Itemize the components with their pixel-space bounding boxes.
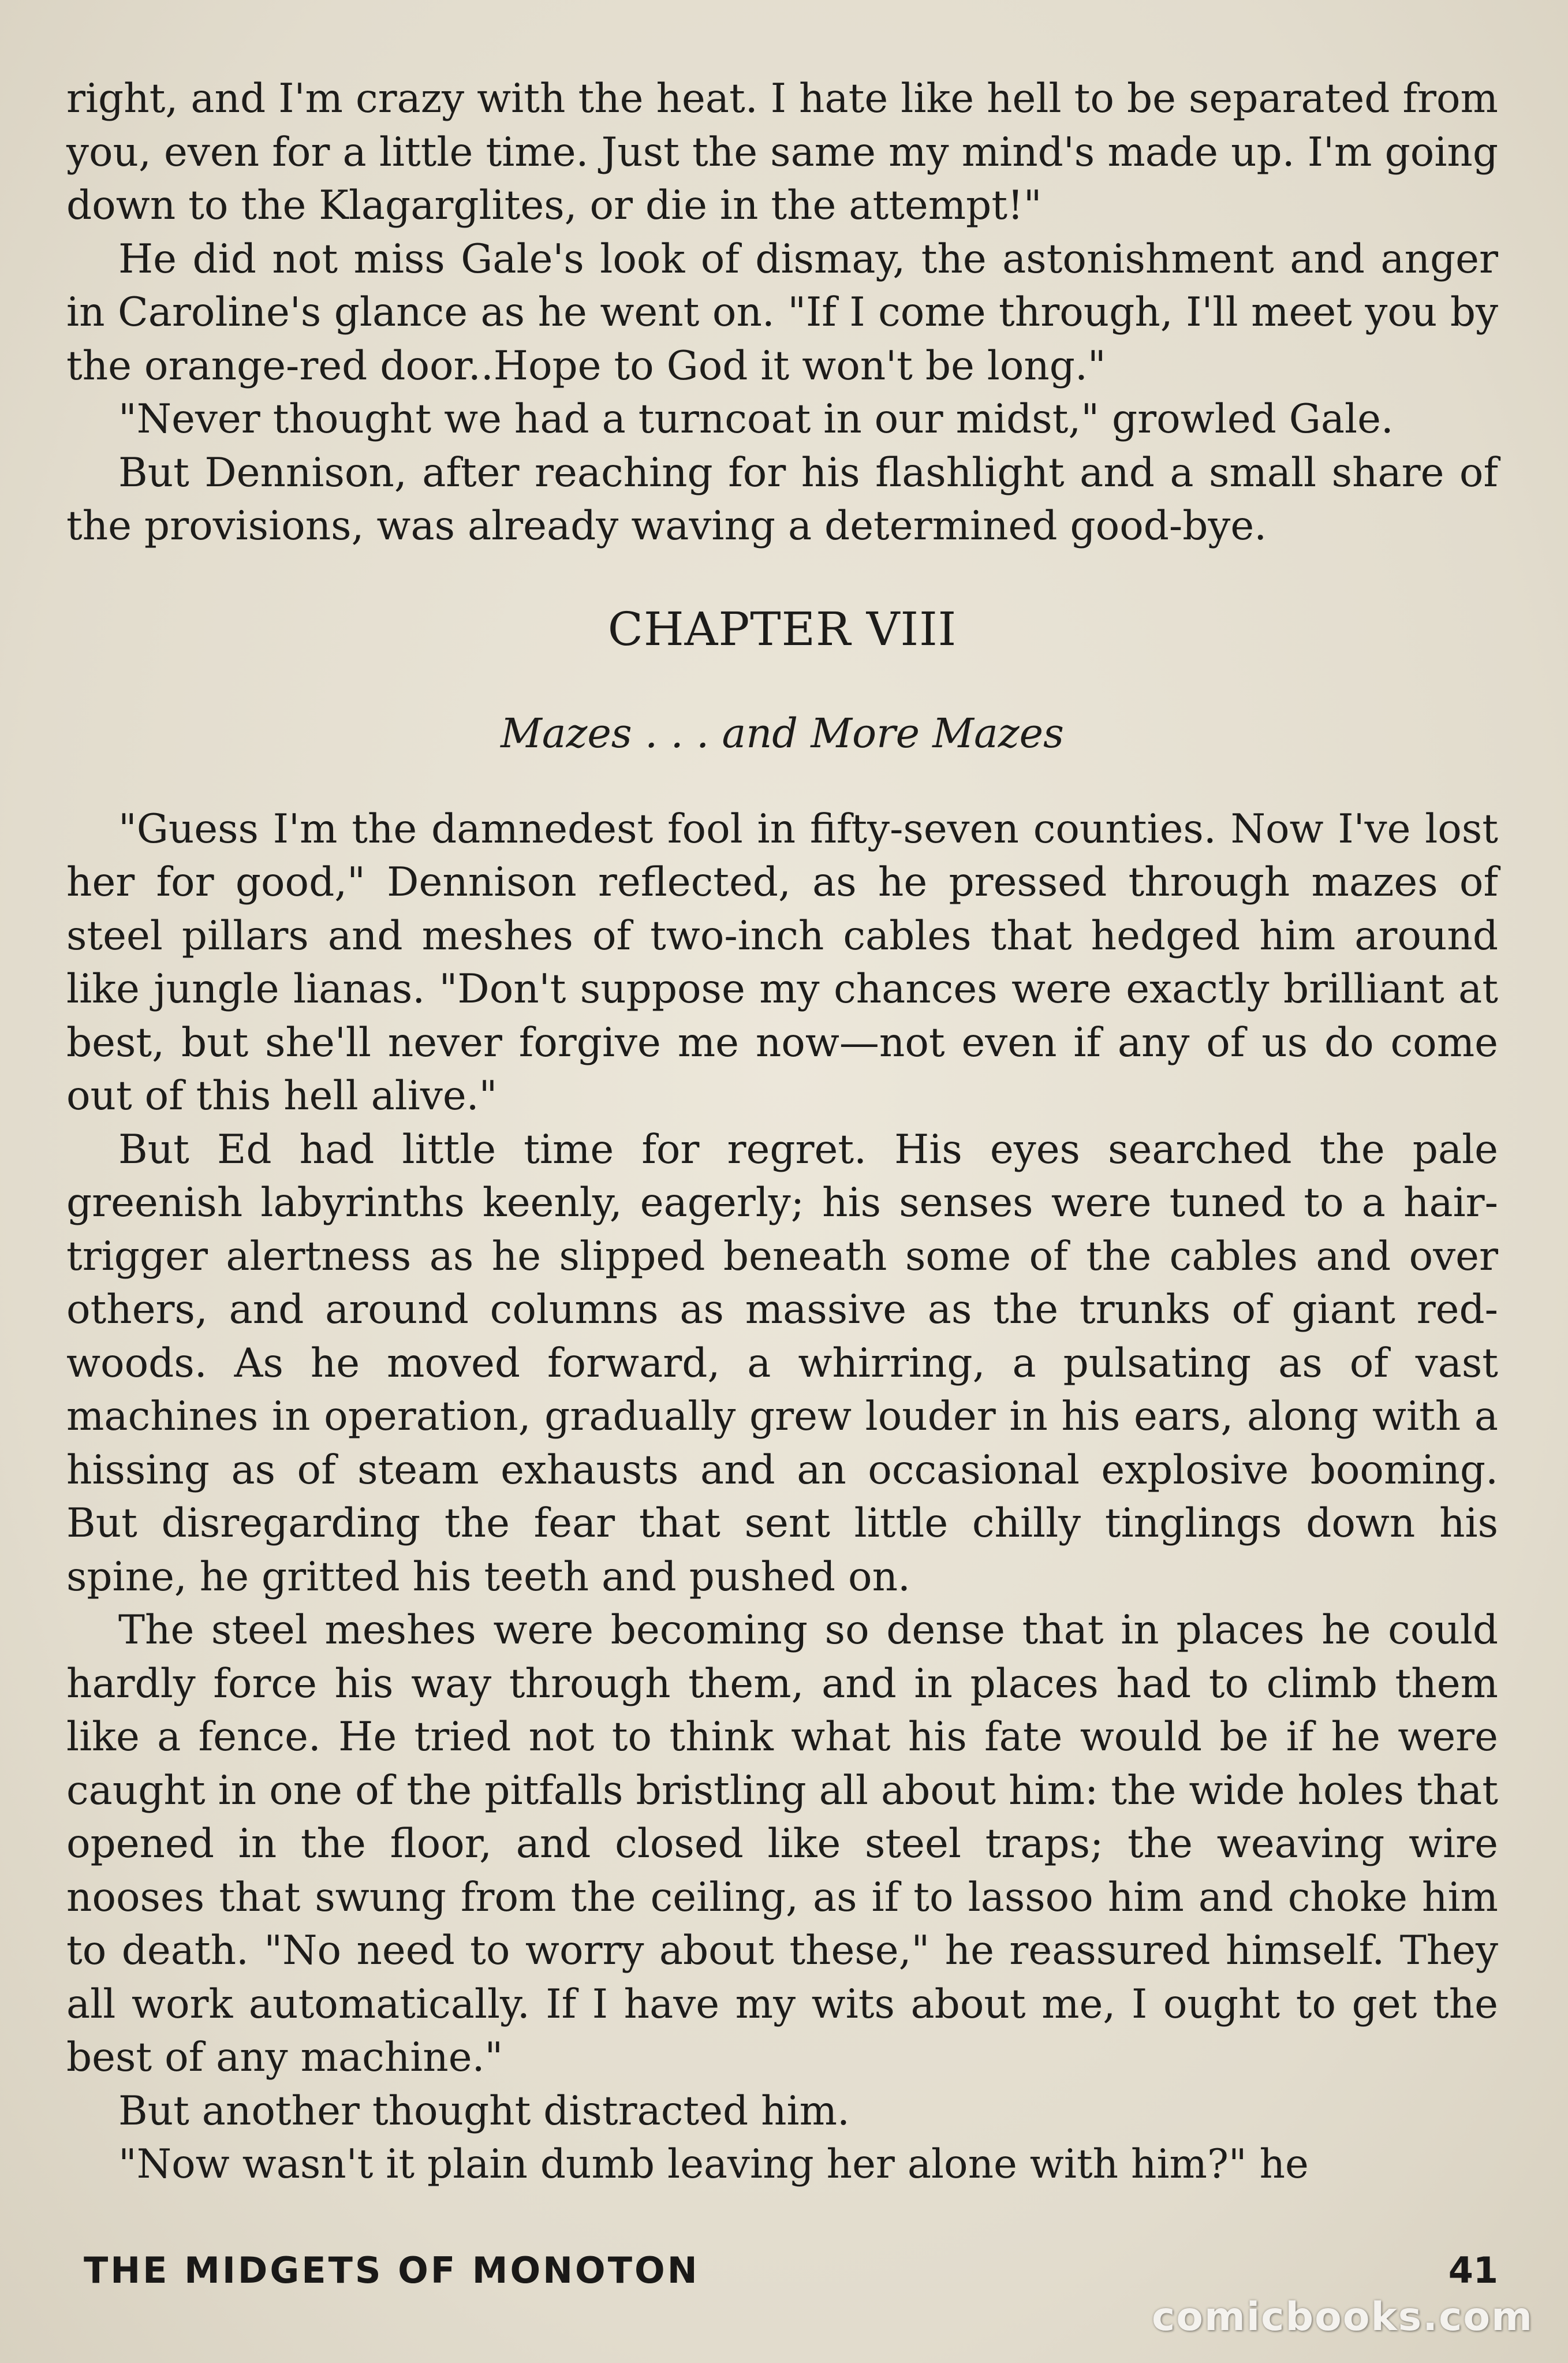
body-text (66, 72, 1498, 2191)
paragraph: But Ed had little time for regret. His eyes searched the pale greenish labyrinths keenly, eagerly; his senses were tuned to a hair-trigger alertness as he slipped beneath some of the cables and over others, and around columns as massive as the trunks of giant red-woods. As he moved forward, a whirring, a pulsating as of vast machines in operation, gradually grew louder in his ears, along with a hissing as of steam exhausts and an occasional explosive booming. But disregarding the fear that sent little chilly tinglings down his spine, he gritted his teeth and pushed on. (66, 1126, 1498, 1600)
page-number: 41 (1448, 2249, 1498, 2291)
paragraph: "Guess I'm the damnedest fool in fifty-seven counties. Now I've lost her for good," Dennison reflected, as he pressed through mazes of steel pillars and meshes of two-inch cables that hedged him around like jungle lianas. "Don't suppose my chances were exactly brilliant at best, but she'll never forgive me now—not even if any of us do come out of this hell alive." (66, 806, 1498, 1119)
paragraph: But Dennison, after reaching for his flashlight and a small share of the provisions, was already waving a determined good-bye. (66, 449, 1498, 549)
paragraph: "Never thought we had a turncoat in our midst," growled Gale. (118, 396, 1394, 442)
page-footer (84, 2249, 1504, 2301)
watermark: comicbooks.com (1151, 2294, 1533, 2340)
chapter-subtitle: Mazes . . . and More Mazes (501, 709, 1064, 757)
paragraph: right, and I'm crazy with the heat. I hate like hell to be separated from you, even for a little time. Just the same my mind's made up. I'm going down to the Klagarglites, or die in the attempt!" (66, 76, 1498, 229)
running-title: THE MIDGETS OF MONOTON (84, 2249, 700, 2291)
paragraph: "Now wasn't it plain dumb leaving her alone with him?" he (118, 2141, 1309, 2187)
chapter-heading: CHAPTER VIII (607, 602, 957, 656)
paragraph: He did not miss Gale's look of dismay, the astonishment and anger in Caroline's glance as he went on. "If I come through, I'll meet you by the orange-red door..Hope to God it won't be long." (66, 236, 1498, 389)
paragraph: The steel meshes were becoming so dense that in places he could hardly force his way through them, and in places had to climb them like a fence. He tried not to think what his fate would be if he were caught in one of the pitfalls bristling all about him: the wide holes that opened in the floor, and closed like steel traps; the weaving wire nooses that swung from the ceiling, as if to lassoo him and choke him to death. "No need to worry about these," he reassured himself. They all work automatically. If I have my wits about me, I ought to get the best of any machine." (66, 1607, 1498, 2081)
paragraph: But another thought distracted him. (118, 2088, 850, 2134)
